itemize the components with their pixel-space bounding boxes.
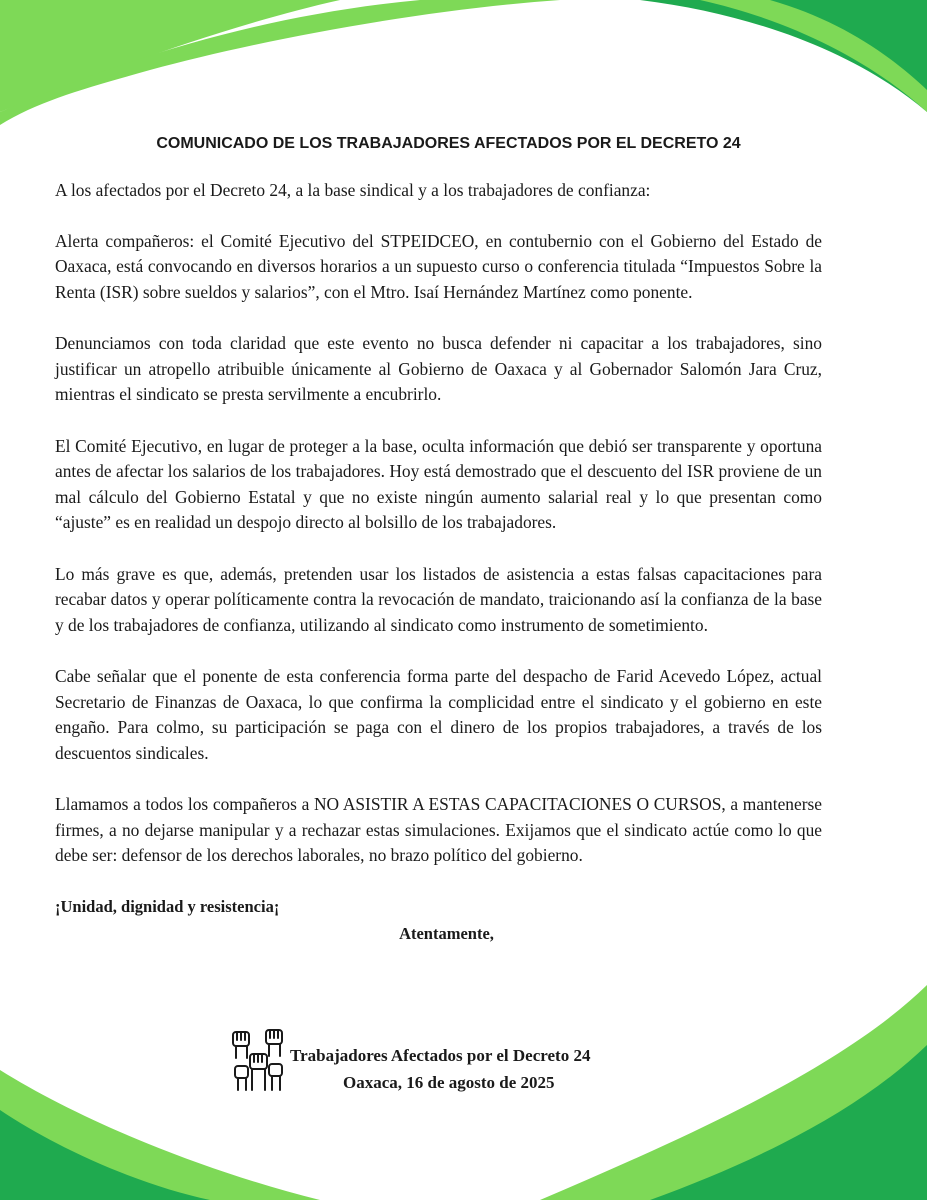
- signature-block: [230, 1028, 650, 1098]
- slogan: ¡Unidad, dignidad y resistencia¡: [55, 896, 280, 916]
- paragraph-1: Alerta compañeros: el Comité Ejecutivo del STPEIDCEO, en contubernio con el Gobierno del Estado de Oaxaca, está convocando en diversos horarios a un supuesto curso o conferencia titulada “Impuestos Sobre la Renta (ISR) sobre sueldos y salarios”, con el Mtro. Isaí Hernández Martínez como ponente.: [55, 230, 822, 302]
- paragraph-2: Denunciamos con toda claridad que este evento no busca defender ni capacitar a los trabajadores, sino justificar un atropello atribuible únicamente al Gobierno de Oaxaca y al Gobernador Salomón Jara Cruz, mientras el sindicato se presta servilmente a encubrirlo.: [55, 333, 822, 404]
- paragraph-5: Cabe señalar que el ponente de esta conferencia forma parte del despacho de Farid Acevedo López, actual Secretario de Finanzas de Oaxaca, lo que confirma la complicidad entre el sindicato y el gobierno en este engaño. Para colmo, su participación se paga con el dinero de los propios trabajadores, a través de los descuentos sindicales.: [55, 666, 822, 763]
- paragraph-6: Llamamos a todos los compañeros a NO ASISTIR A ESTAS CAPACITACIONES O CURSOS, a mantenerse firmes, a no dejarse manipular y a rechazar estas simulaciones. Exijamos que el sindicato actúe como lo que debe ser: defensor de los derechos laborales, no brazo político del gobierno.: [55, 794, 822, 865]
- page-title: COMUNICADO DE LOS TRABAJADORES AFECTADOS POR EL DECRETO 24: [156, 135, 741, 152]
- closing: Atentamente,: [399, 923, 494, 943]
- paragraph-3: El Comité Ejecutivo, en lugar de proteger a la base, oculta información que debió ser transparente y oportuna antes de afectar los salarios de los trabajadores. Hoy está demostrado que el descuento del ISR proviene de un mal cálculo del Gobierno Estatal y que no existe ningún aumento salarial real y lo que presentan como “ajuste” es en realidad un despojo directo al bolsillo de los trabajadores.: [55, 435, 822, 532]
- greeting: A los afectados por el Decreto 24, a la base sindical y a los trabajadores de confianza:: [55, 180, 651, 200]
- document-body: [55, 130, 822, 947]
- paragraph-4: Lo más grave es que, además, pretenden usar los listados de asistencia a estas falsas capacitaciones para recabar datos y operar políticamente contra la revocación de mandato, traicionando así la confianza de la base y de los trabajadores de confianza, utilizando al sindicato como instrumento de sometimiento.: [55, 563, 822, 635]
- signature-organization: Trabajadores Afectados por el Decreto 24: [290, 1046, 591, 1065]
- raised-fists-icon: [230, 1028, 288, 1092]
- signature-place-date: Oaxaca, 16 de agosto de 2025: [343, 1073, 555, 1092]
